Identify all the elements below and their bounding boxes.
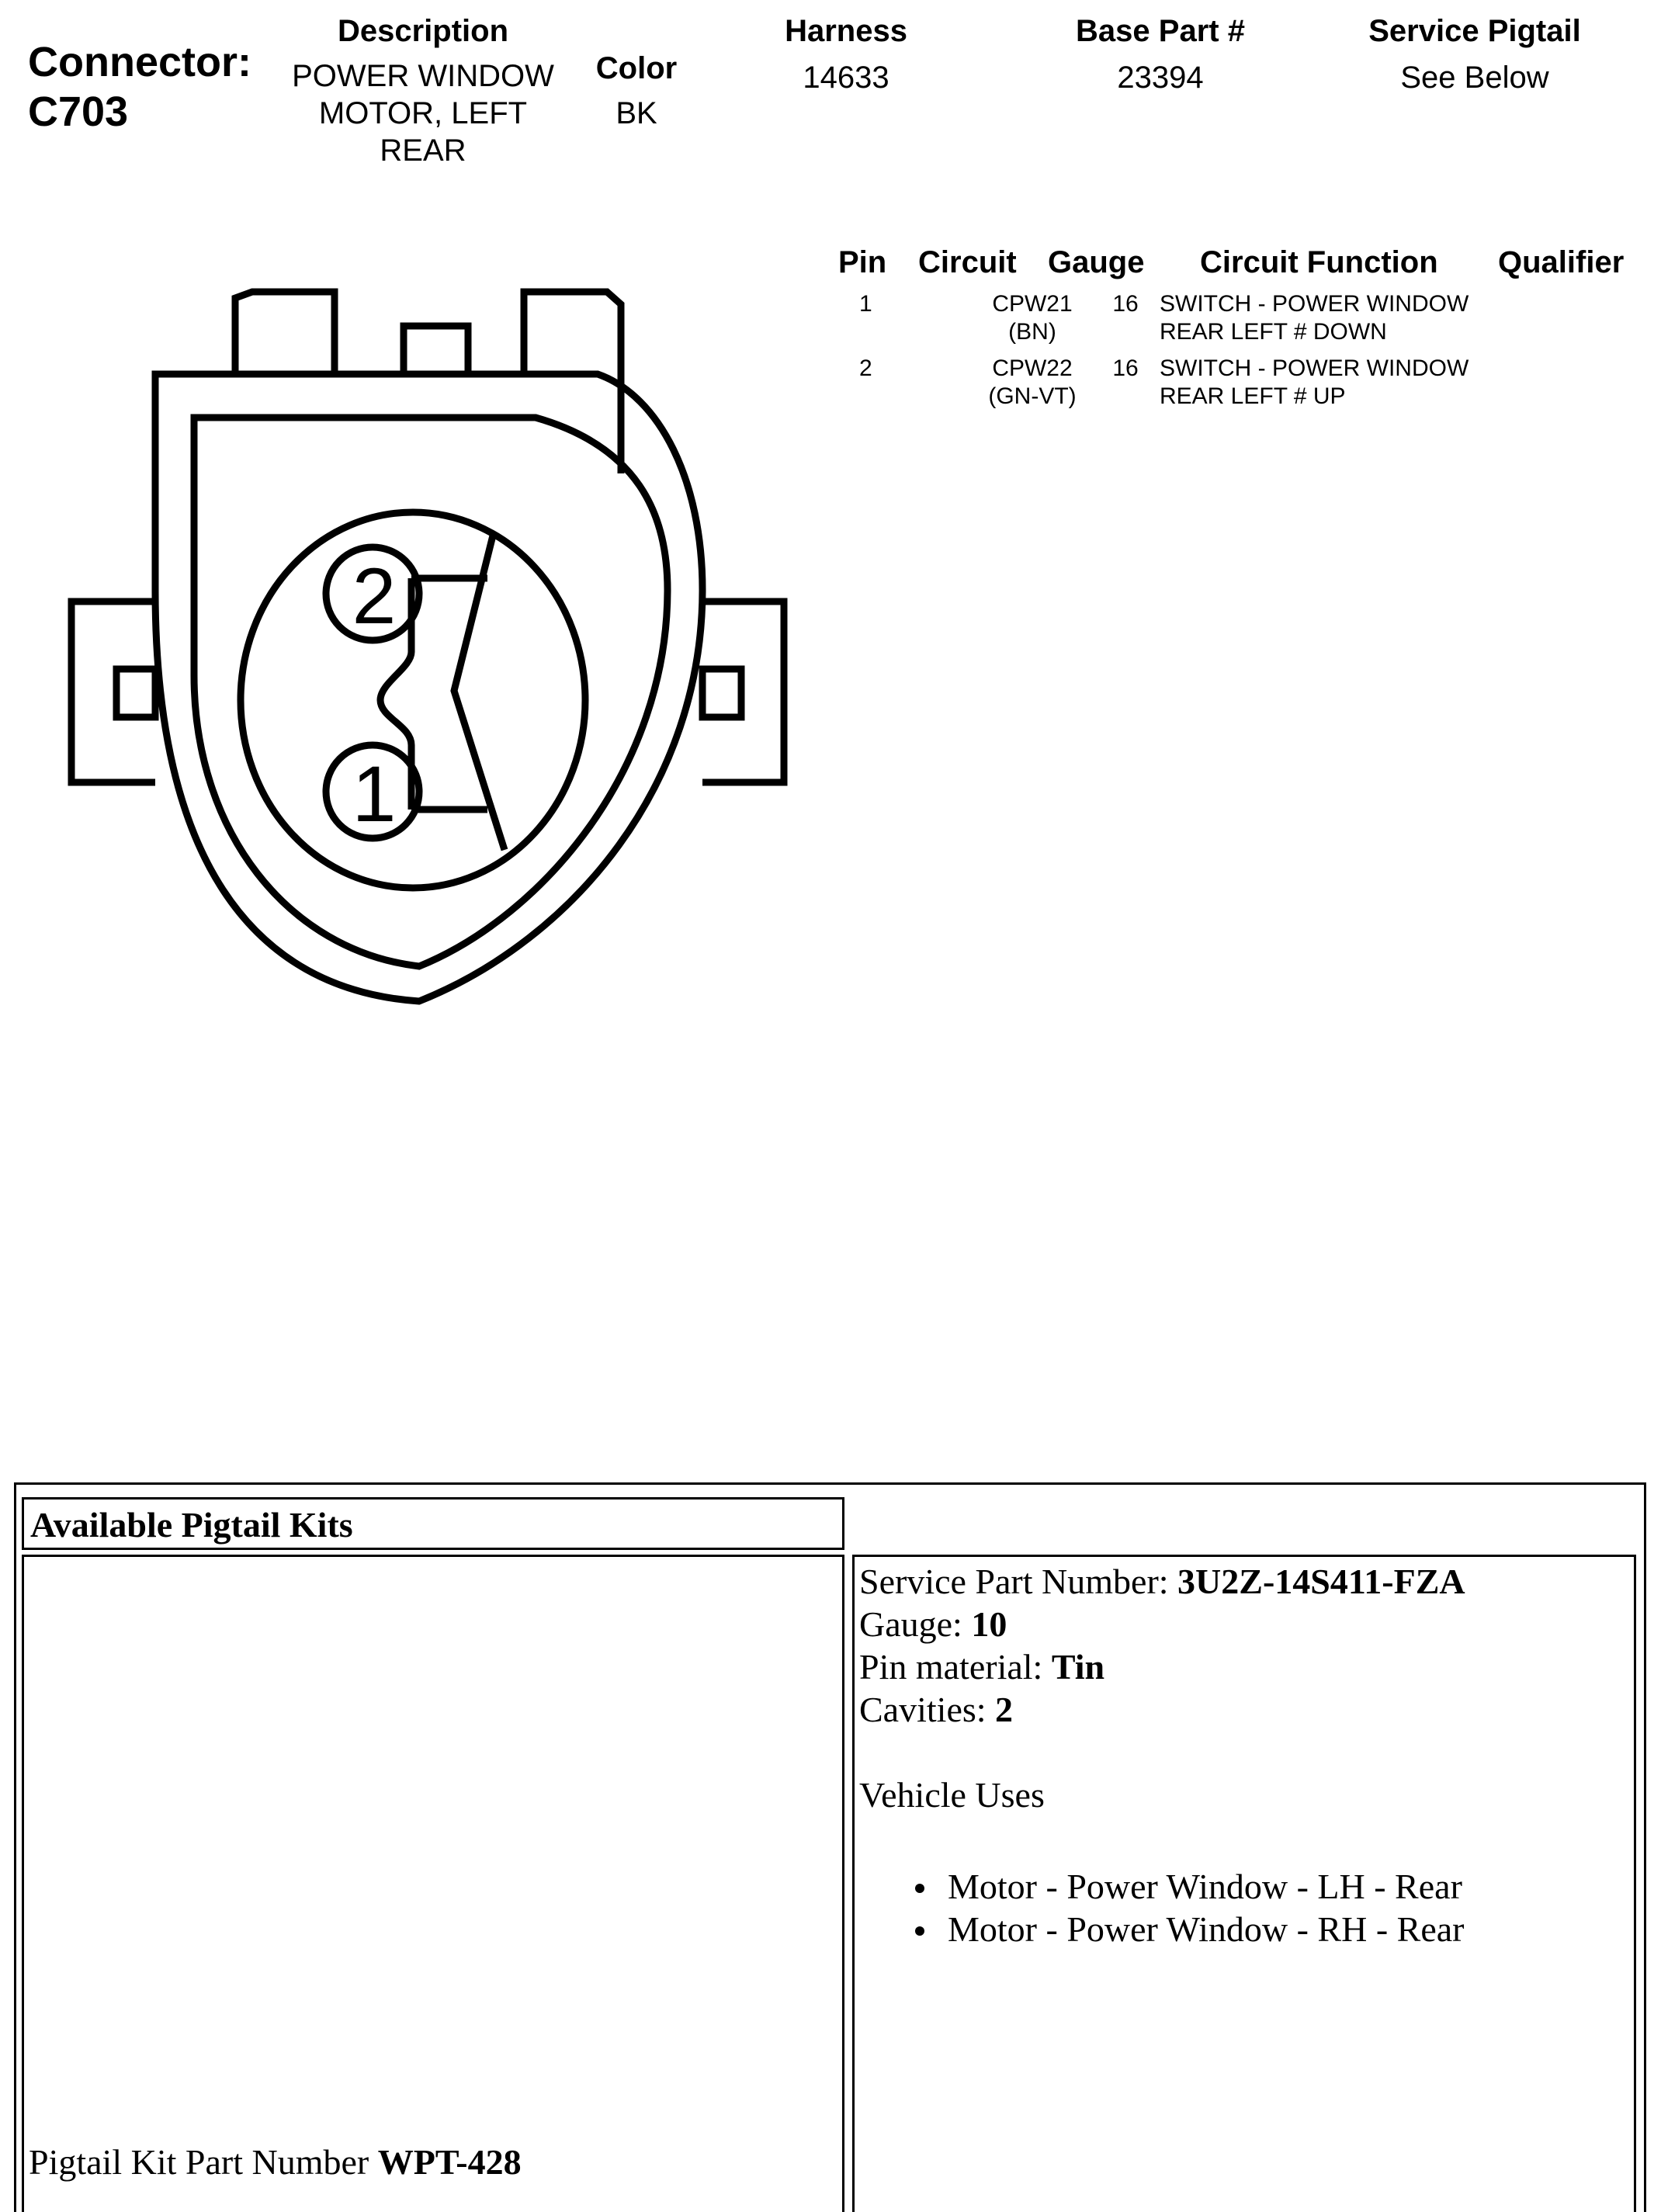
connector-id: C703 [28, 88, 129, 135]
gauge-number: 10 [971, 1604, 1007, 1644]
pin-material-label: Pin material: [859, 1647, 1052, 1687]
left-clip-notch [116, 669, 155, 717]
pin-2-label: 2 [352, 552, 397, 640]
circuit-function-header: Circuit Function [1200, 245, 1438, 279]
base-part-value: 23394 [1117, 61, 1204, 95]
gauge-line [859, 1603, 1465, 1645]
connector-label: Connector: [28, 39, 251, 85]
base-part-header: Base Part # [1076, 14, 1245, 48]
top-center-latch [404, 326, 468, 374]
keying-wedge [454, 536, 505, 850]
circuit-function [1160, 290, 1469, 346]
circuit-color: (GN-VT) [988, 383, 1077, 409]
cavity-numbers [352, 552, 397, 838]
pigtail-kits-title: Available Pigtail Kits [30, 1505, 353, 1545]
pigtail-kits-title-box [22, 1497, 844, 1550]
top-left-latch [235, 292, 335, 374]
circuit-name: CPW22 [992, 355, 1073, 381]
function-line-2: REAR LEFT # DOWN [1160, 319, 1387, 345]
harness-value: 14633 [803, 61, 889, 95]
pigtail-kit-details [859, 1560, 1465, 1816]
gauge-label: Gauge: [859, 1604, 972, 1644]
pigtail-kit-part-label: Pigtail Kit Part Number [29, 2142, 378, 2182]
pigtail-kit-part-number: WPT-428 [377, 2142, 522, 2182]
cavities-value: 2 [995, 1690, 1014, 1729]
gauge-header: Gauge [1048, 245, 1145, 279]
gauge-value: 16 [1112, 355, 1139, 381]
cavities-line [859, 1688, 1465, 1731]
pin-number: 2 [859, 355, 872, 381]
color-value: BK [616, 96, 657, 130]
table-row [838, 355, 1630, 417]
service-pigtail-header: Service Pigtail [1368, 14, 1581, 48]
pin-material-value: Tin [1051, 1647, 1105, 1687]
pigtail-kit-image-cell [22, 1555, 844, 2212]
vehicle-uses-label: Vehicle Uses [859, 1775, 1045, 1815]
service-part-number: 3U2Z-14S411-FZA [1177, 1562, 1465, 1601]
description-header: Description [337, 14, 509, 48]
qualifier-header: Qualifier [1498, 245, 1625, 279]
circuit-header: Circuit [918, 245, 1017, 279]
gauge-value: 16 [1112, 291, 1139, 317]
list-item: Motor - Power Window - LH - Rear [851, 1865, 1464, 1908]
service-pigtail-value: See Below [1400, 61, 1549, 95]
right-clip-notch [702, 669, 741, 717]
pin-number: 1 [859, 291, 872, 317]
vehicle-uses-list [851, 1865, 1464, 1950]
service-part-line [859, 1560, 1465, 1603]
circuit-function [1160, 355, 1469, 411]
connector-face-diagram [0, 264, 823, 1040]
cavities-label: Cavities: [859, 1690, 996, 1729]
function-line-1: SWITCH - POWER WINDOW [1160, 355, 1469, 381]
description-line-2: MOTOR, LEFT [318, 96, 528, 130]
circuit-color: (BN) [1008, 319, 1056, 345]
top-right-latch [524, 292, 621, 473]
pigtail-kit-part [29, 2141, 522, 2183]
circuit-name: CPW21 [992, 291, 1073, 317]
description-value [268, 57, 578, 169]
harness-header: Harness [785, 14, 907, 48]
pigtail-kit-details-cell [852, 1555, 1636, 2212]
pin-header: Pin [838, 245, 887, 279]
description-line-3: REAR [380, 133, 466, 168]
description-line-1: POWER WINDOW [292, 59, 554, 93]
pin-1-label: 1 [352, 750, 397, 838]
table-row [838, 290, 1630, 352]
pin-material-line [859, 1645, 1465, 1688]
function-line-1: SWITCH - POWER WINDOW [1160, 291, 1469, 317]
service-part-label: Service Part Number: [859, 1562, 1178, 1601]
list-item: Motor - Power Window - RH - Rear [851, 1908, 1464, 1950]
color-header: Color [595, 51, 678, 85]
function-line-2: REAR LEFT # UP [1160, 383, 1346, 409]
